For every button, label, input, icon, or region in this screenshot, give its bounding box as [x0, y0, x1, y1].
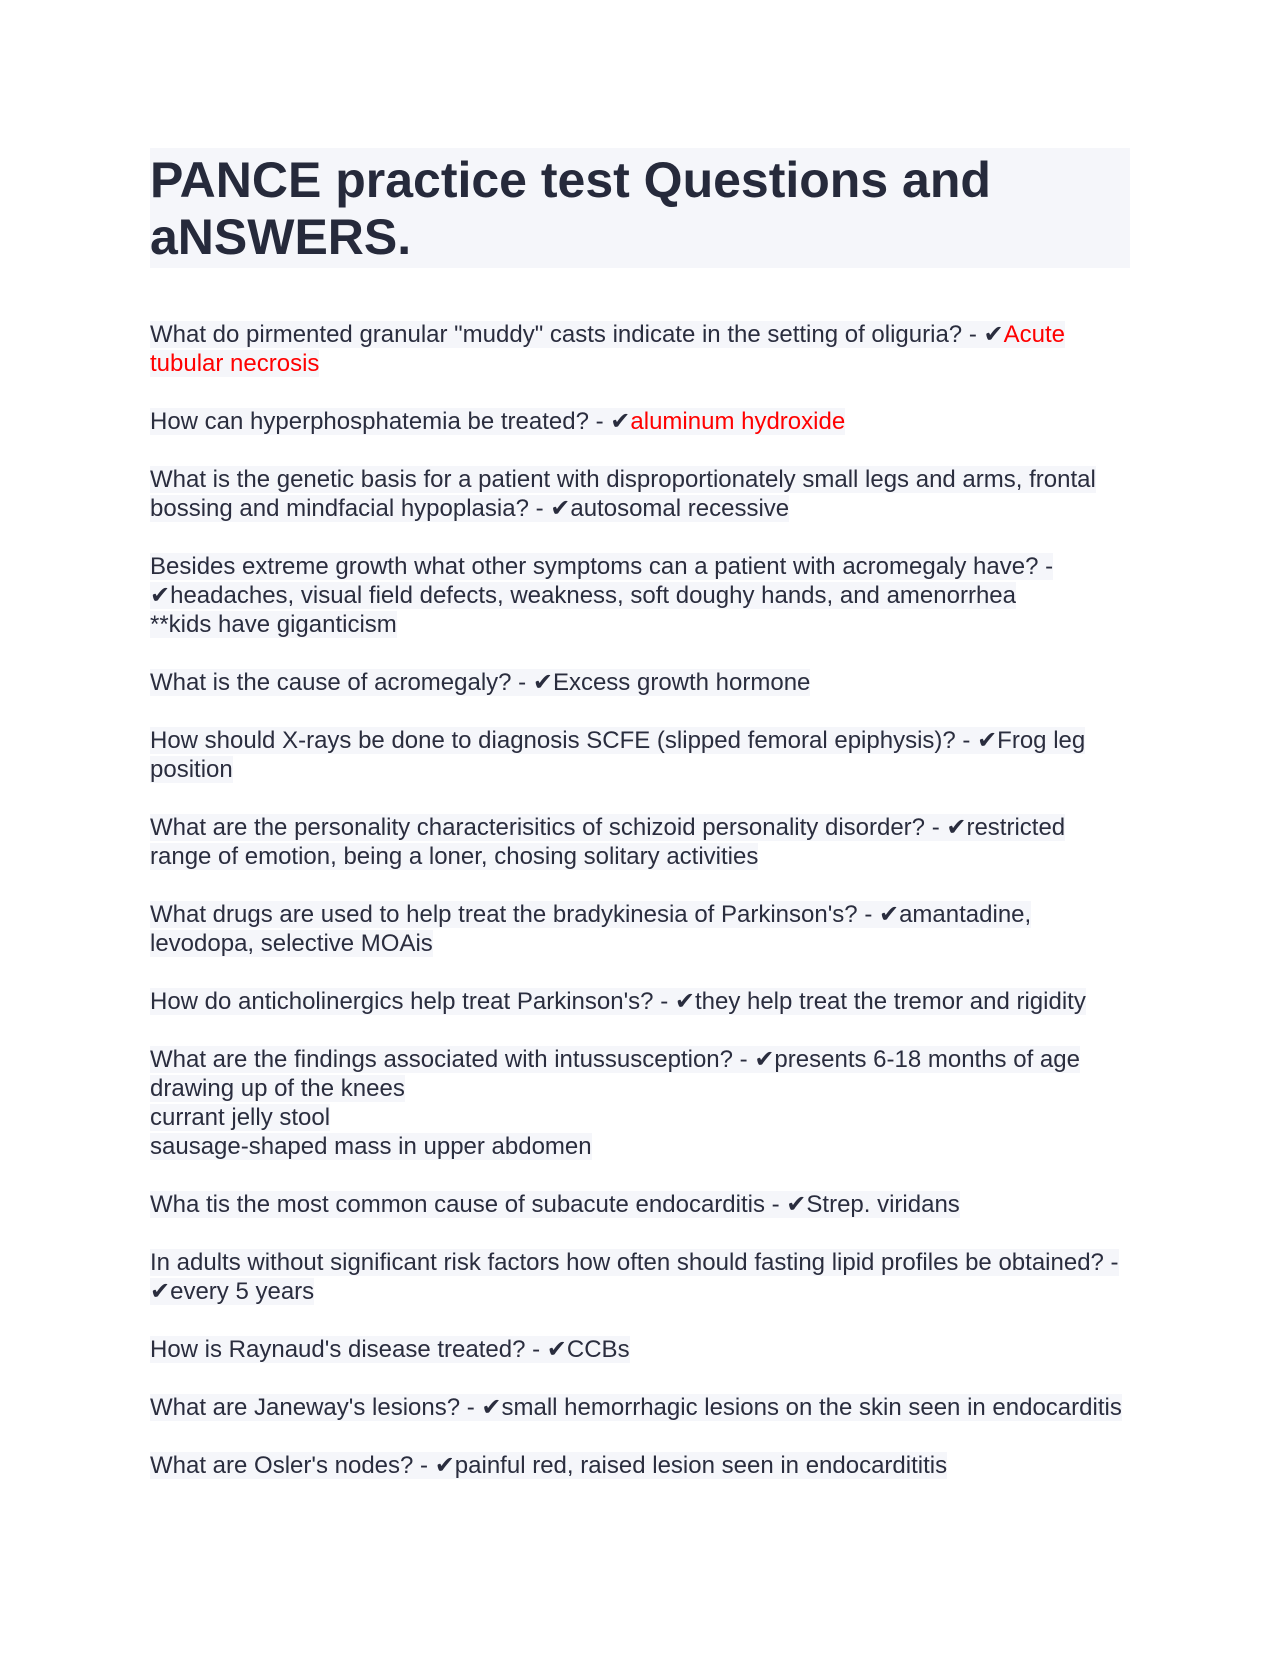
qa-item-7 — [150, 813, 1130, 871]
qa-item-2 — [150, 407, 1130, 436]
qa-item-14 — [150, 1393, 1130, 1422]
qa-text: How should X-rays be done to diagnosis SCFE (slipped femoral epiphysis)? - ✔Frog leg position — [150, 727, 1086, 783]
qa-text: What are Osler's nodes? - ✔painful red, raised lesion seen in endocardititis — [150, 1452, 948, 1479]
qa-text: How is Raynaud's disease treated? - ✔CCBs — [150, 1336, 630, 1363]
qa-item-10 — [150, 1045, 1130, 1161]
qa-text: How do anticholinergics help treat Parkinson's? - ✔they help treat the tremor and rigidity — [150, 988, 1086, 1015]
qa-item-8 — [150, 900, 1130, 958]
qa-item-13 — [150, 1335, 1130, 1364]
qa-item-9 — [150, 987, 1130, 1016]
qa-text: What are the personality characterisitics of schizoid personality disorder? - ✔restricted range of emotion, being a loner, chosing solitary activities — [150, 814, 1066, 870]
qa-item-4 — [150, 552, 1130, 639]
qa-text: In adults without significant risk factors how often should fasting lipid profiles be obtained? - ✔every 5 years — [150, 1249, 1119, 1305]
qa-item-12 — [150, 1248, 1130, 1306]
qa-text: What drugs are used to help treat the bradykinesia of Parkinson's? - ✔amantadine, levodopa, selective MOAis — [150, 901, 1032, 957]
page-title: PANCE practice test Questions and aNSWERS. — [150, 148, 1130, 268]
answer-text: Acute tubular necrosis — [150, 321, 1065, 377]
qa-text: What is the cause of acromegaly? - ✔Excess growth hormone — [150, 669, 811, 696]
qa-text: What are Janeway's lesions? - ✔small hemorrhagic lesions on the skin seen in endocarditis — [150, 1394, 1122, 1421]
qa-text: Wha tis the most common cause of subacute endocarditis - ✔Strep. viridans — [150, 1191, 960, 1218]
question-text: What do pirmented granular "muddy" casts indicate in the setting of oliguria? - ✔ — [150, 321, 1004, 348]
qa-item-3 — [150, 465, 1130, 523]
document-page — [150, 148, 1130, 1509]
qa-item-5 — [150, 668, 1130, 697]
qa-item-15 — [150, 1451, 1130, 1480]
qa-text: What is the genetic basis for a patient with disproportionately small legs and arms, frontal bossing and mindfacial hypoplasia? - ✔autosomal recessive — [150, 466, 1096, 522]
answer-text: aluminum hydroxide — [630, 408, 846, 435]
qa-text: What are the findings associated with intussusception? - ✔presents 6-18 months of age drawing up of the knees currant jelly stool sausage-shaped mass in upper abdomen — [150, 1046, 1080, 1160]
qa-item-1 — [150, 320, 1130, 378]
qa-text: Besides extreme growth what other symptoms can a patient with acromegaly have? - ✔headaches, visual field defects, weakness, soft doughy hands, and amenorrhea **kids have giganticism — [150, 553, 1054, 638]
question-text: How can hyperphosphatemia be treated? - ✔ — [150, 408, 631, 435]
qa-item-11 — [150, 1190, 1130, 1219]
qa-item-6 — [150, 726, 1130, 784]
